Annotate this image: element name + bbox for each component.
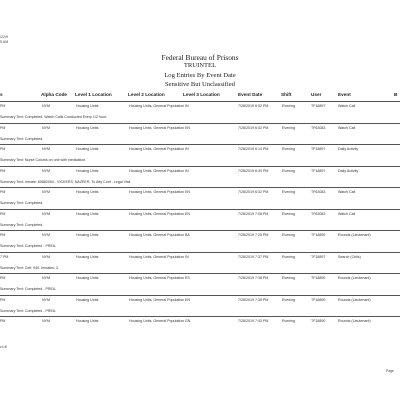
cell-level3: EN bbox=[185, 211, 190, 216]
row-summary-text: Summary Text: Cell: 940. Inmates: 3. bbox=[0, 265, 59, 270]
cell-level3: EN bbox=[185, 190, 190, 194]
cell-event-date: 7/28/2019 7:38 PM bbox=[238, 276, 269, 280]
cell-event: Rounds (Lieutenant) bbox=[338, 319, 371, 323]
cell-alpha-code: NYM bbox=[42, 276, 50, 280]
cell-level2: Housing Units, General Population bbox=[129, 297, 185, 302]
row-divider bbox=[0, 230, 400, 231]
cell-event: Watch Call bbox=[338, 190, 356, 194]
cell-level1: Housing Units bbox=[76, 211, 99, 216]
cell-event: Watch Call bbox=[338, 125, 356, 130]
column-header-event: Event bbox=[338, 92, 351, 97]
row-summary-text: Summary Text: Inmate: 60882054 - VICKERS, NAZEER. To Atty Conf - Legal Visit bbox=[0, 179, 131, 184]
cell-time: PM bbox=[0, 147, 6, 151]
classification-label: Sensitive But Unclassified bbox=[165, 81, 235, 88]
row-divider bbox=[0, 316, 400, 317]
cell-shift: Evening bbox=[282, 147, 295, 151]
column-header-level3: Level 3 Location bbox=[183, 92, 220, 97]
cell-time: PM bbox=[0, 297, 6, 302]
row-summary-text: Summary Text: Completed - PREA. bbox=[0, 244, 57, 248]
cell-event-date: 7/28/2019 7:37 PM bbox=[238, 254, 269, 259]
agency-title: Federal Bureau of Prisons bbox=[161, 53, 239, 62]
cell-alpha-code: NYM bbox=[42, 254, 50, 259]
column-header-b: B bbox=[394, 92, 398, 97]
cell-event-date: 7/28/2019 7:25 PM bbox=[238, 233, 269, 237]
cell-event-date: 7/28/2019 7:43 PM bbox=[238, 319, 269, 323]
column-header-level1: Level 1 Location bbox=[75, 92, 112, 97]
cell-shift: Evening bbox=[282, 168, 295, 173]
cell-level3: IN bbox=[185, 147, 189, 151]
cell-shift: Evening bbox=[282, 104, 295, 108]
cell-event: Rounds (Lieutenant) bbox=[338, 276, 371, 280]
row-divider bbox=[0, 144, 400, 145]
cell-event-date: 7/28/2019 6:32 PM bbox=[238, 190, 269, 194]
cell-alpha-code: NYM bbox=[42, 147, 50, 151]
cell-level3: ES bbox=[185, 276, 190, 280]
cell-event-date: 7/28/2019 7:08 PM bbox=[238, 211, 269, 216]
cell-alpha-code: NYM bbox=[42, 319, 50, 323]
row-divider bbox=[0, 187, 400, 188]
row-divider bbox=[0, 273, 400, 274]
cell-level1: Housing Units bbox=[76, 190, 99, 194]
cell-event: Daily Activity bbox=[338, 168, 359, 173]
row-summary-text: Summary Text: Completed. bbox=[0, 222, 44, 227]
column-header-shift: Shift bbox=[281, 92, 292, 97]
cell-level3: BA bbox=[185, 233, 190, 237]
cell-shift: Evening bbox=[282, 125, 295, 130]
column-header-date: Event Date bbox=[238, 92, 263, 97]
cell-shift: Evening bbox=[282, 297, 295, 302]
cell-level1: Housing Units bbox=[76, 233, 99, 237]
row-divider bbox=[0, 209, 400, 210]
cell-level1: Housing Units bbox=[76, 254, 99, 259]
cell-level3: IN bbox=[185, 254, 189, 259]
cell-alpha-code: NYM bbox=[42, 297, 50, 302]
row-summary-text: Summary Text: Completed. bbox=[0, 201, 44, 205]
footer-page-label: Page bbox=[386, 369, 394, 373]
cell-user: TF63083 bbox=[311, 211, 326, 216]
cell-time: PM bbox=[0, 125, 6, 130]
cell-level1: Housing Units bbox=[76, 276, 99, 280]
row-divider bbox=[0, 252, 400, 253]
cell-shift: Evening bbox=[282, 319, 295, 323]
cell-time: PM bbox=[0, 276, 6, 280]
column-header-alpha: Alpha Code bbox=[41, 92, 68, 97]
cell-level2: Housing Units, General Population bbox=[129, 125, 185, 130]
cell-alpha-code: NYM bbox=[42, 190, 50, 194]
cell-level3: IN bbox=[185, 168, 189, 173]
cell-time: PM bbox=[0, 190, 6, 194]
cell-time: PM bbox=[0, 319, 6, 323]
cell-shift: Evening bbox=[282, 276, 295, 280]
cell-alpha-code: NYM bbox=[42, 233, 50, 237]
column-header-level2: Level 2 Location bbox=[128, 92, 165, 97]
cell-level3: EN bbox=[185, 297, 190, 302]
cell-user: TF18890 bbox=[311, 233, 326, 237]
cell-event-date: 7/28/2019 6:02 PM bbox=[238, 125, 269, 130]
row-summary-text: Summary Text: Completed. Watch Calls Conducted Every 1/2 hour. bbox=[0, 115, 107, 119]
cell-level2: Housing Units, General Population bbox=[129, 104, 185, 108]
cell-event: Watch Call bbox=[338, 104, 356, 108]
system-name: TRUINTEL bbox=[183, 62, 217, 69]
row-divider bbox=[0, 295, 400, 296]
cell-user: TF18897 bbox=[311, 168, 326, 173]
cell-level2: Housing Units, General Population bbox=[129, 211, 185, 216]
cell-time: PM bbox=[0, 211, 6, 216]
cell-level2: Housing Units, General Population bbox=[129, 276, 185, 280]
cell-user: TF18890 bbox=[311, 319, 326, 323]
cell-shift: Evening bbox=[282, 233, 295, 237]
cell-level1: Housing Units bbox=[76, 125, 99, 130]
cell-level1: Housing Units bbox=[76, 168, 99, 173]
column-header-time: s bbox=[0, 92, 3, 97]
cell-shift: Evening bbox=[282, 211, 295, 216]
cell-user: TF63083 bbox=[311, 125, 326, 130]
cell-level3: GN bbox=[185, 319, 191, 323]
cell-time: PM bbox=[0, 104, 6, 108]
row-summary-text: Summary Text: Completed. bbox=[0, 136, 44, 141]
cell-level2: Housing Units, General Population bbox=[129, 168, 185, 173]
cell-shift: Evening bbox=[282, 190, 295, 194]
cell-shift: Evening bbox=[282, 254, 295, 259]
cell-user: TF63083 bbox=[311, 190, 326, 194]
row-divider bbox=[0, 101, 400, 102]
cell-event-date: 7/28/2019 6:02 PM bbox=[238, 104, 269, 108]
print-time: 5 AM bbox=[0, 40, 9, 44]
row-summary-text: Summary Text: Nurse Colums on unit with medication. bbox=[0, 158, 87, 162]
print-date: /22/9 bbox=[0, 35, 8, 39]
cell-alpha-code: NYM bbox=[42, 168, 50, 173]
cell-user: TF18897 bbox=[311, 254, 326, 259]
cell-event: Rounds (Lieutenant) bbox=[338, 297, 371, 302]
row-summary-text: Summary Text: Completed - PREA. bbox=[0, 308, 57, 313]
cell-level3: IN bbox=[185, 104, 189, 108]
cell-level2: Housing Units, General Population bbox=[129, 319, 185, 323]
cell-level1: Housing Units bbox=[76, 319, 99, 323]
cell-event: Search (Cells) bbox=[338, 254, 361, 259]
cell-level2: Housing Units, General Population bbox=[129, 190, 185, 194]
row-divider bbox=[0, 123, 400, 124]
cell-event-date: 7/28/2019 6:14 PM bbox=[238, 147, 269, 151]
cell-level1: Housing Units bbox=[76, 104, 99, 108]
cell-event: Watch Call bbox=[338, 211, 356, 216]
cell-event: Rounds (Lieutenant) bbox=[338, 233, 371, 237]
cell-alpha-code: NYM bbox=[42, 104, 50, 108]
cell-level3: EN bbox=[185, 125, 190, 130]
cell-alpha-code: NYM bbox=[42, 211, 50, 216]
cell-event-date: 7/28/2019 7:39 PM bbox=[238, 297, 269, 302]
cell-level2: Housing Units, General Population bbox=[129, 254, 185, 259]
cell-level2: Housing Units, General Population bbox=[129, 147, 185, 151]
row-summary-text: Summary Text: Completed - PREA. bbox=[0, 287, 57, 291]
cell-user: TF18897 bbox=[311, 104, 326, 108]
cell-user: TF18890 bbox=[311, 297, 326, 302]
cell-user: TF18890 bbox=[311, 276, 326, 280]
cell-time: PM bbox=[0, 233, 6, 237]
cell-event-date: 7/28/2019 6:30 PM bbox=[238, 168, 269, 173]
footer-filename: ct.rtf bbox=[0, 345, 7, 349]
cell-user: TF18897 bbox=[311, 147, 326, 151]
cell-level2: Housing Units, General Population bbox=[129, 233, 185, 237]
cell-time: PM bbox=[0, 168, 6, 173]
cell-level1: Housing Units bbox=[76, 147, 99, 151]
report-title: Log Entries By Event Date bbox=[164, 72, 236, 79]
cell-alpha-code: NYM bbox=[42, 125, 50, 130]
row-divider bbox=[0, 166, 400, 167]
cell-time: 7 PM bbox=[0, 254, 9, 259]
column-header-user: User bbox=[311, 92, 322, 97]
cell-event: Daily Activity bbox=[338, 147, 359, 151]
cell-level1: Housing Units bbox=[76, 297, 99, 302]
